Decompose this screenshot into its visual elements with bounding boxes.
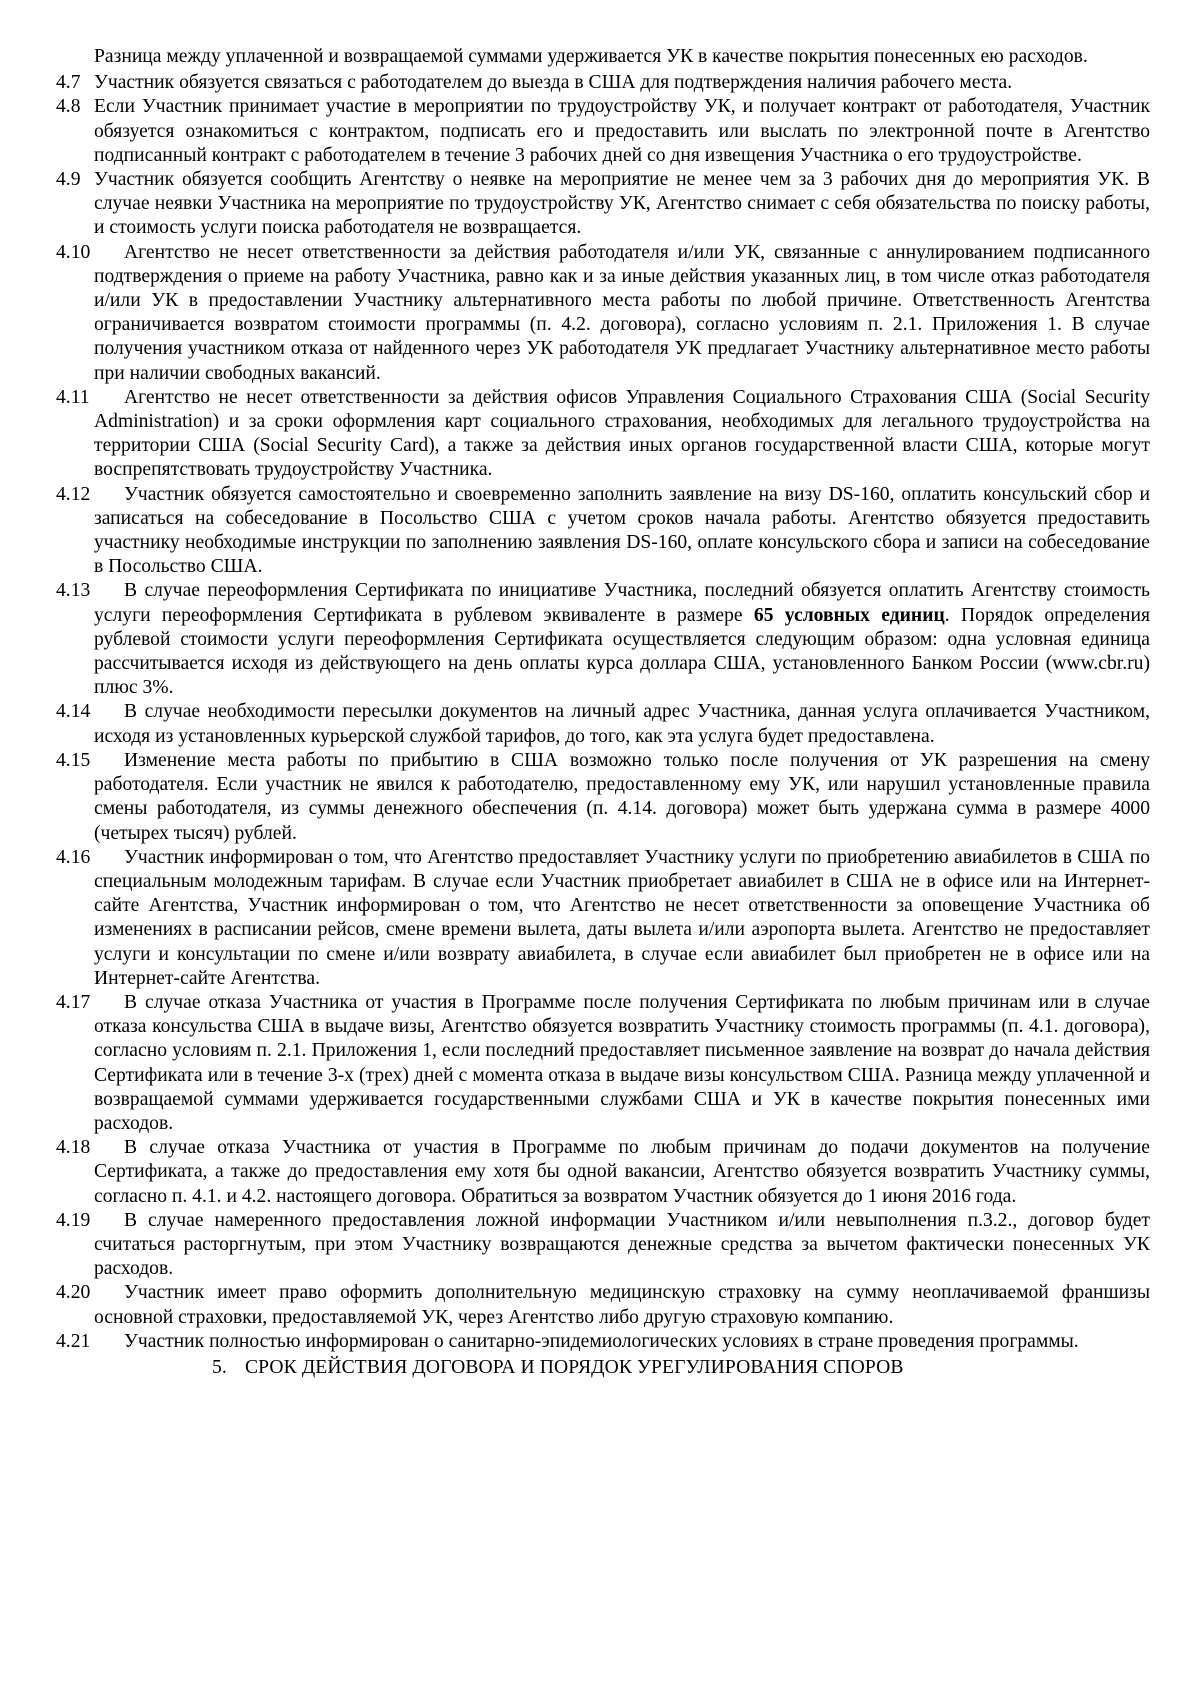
clause-text-part: В случае переоформления Сертификата по инициативе Участника, последний обязуется оплатить Агентству стоимость услуги переоформления Сертификата в рублевом эквиваленте в размере: [94, 580, 1150, 626]
clause-text: Участник информирован о том, что Агентство предоставляет Участнику услуги по приобретению авиабилетов в США по специальным молодежным тарифам. В случае если Участник приобретает авиабилет в США не в офисе или на Интернет-сайте Агентства, Участник информирован о том, что Агентство не несет ответственности за оповещение Участника об изменениях в расписании рейсов, смене времени вылета, даты вылета и/или аэропорта вылета. Агентство не предоставляет услуги и консультации по смене и/или возврату авиабилета, в случае если авиабилет был приобретен не в офисе или на Интернет-сайте Агентства.: [94, 846, 1150, 989]
clause-4-9: [56, 168, 1150, 241]
clause-text: Участник обязуется самостоятельно и своевременно заполнить заявление на визу DS-160, оплатить консульский сбор и записаться на собеседование в Посольство США с учетом сроков начала работы. Агентство обязуется предоставить участнику необходимые инструкции по заполнению заявления DS-160, оплате консульского сбора и записи на собеседование в Посольство США.: [94, 483, 1150, 578]
clause-number: 4.20: [56, 1282, 91, 1304]
clause-number: 4.12: [56, 483, 91, 505]
clause-text: Участник обязуется связаться с работодателем до выезда в США для подтверждения наличия рабочего места.: [94, 72, 1013, 94]
clause-4-12: [56, 483, 1150, 580]
clause-text: Агентство не несет ответственности за действия офисов Управления Социального Страхования США (Social Security Administration) и за сроки оформления карт социального страхования, необходимых для легального трудоустройства на территории США (Social Security Card), а также за действия иных органов государственной власти США, которые могут воспрепятствовать трудоустройству Участника.: [94, 386, 1150, 481]
clause-text-part: . Порядок определения рублевой стоимости услуги переоформления Сертификата осуществляется следующим образом: одна условная единица рассчитывается исходя из действующего на день оплаты курса доллара США, установленного Банком России (www.cbr.ru) плюс 3%.: [94, 604, 1150, 699]
clause-number: 4.14: [56, 701, 91, 723]
clause-number: 4.10: [56, 241, 91, 263]
clause-text: В случае намеренного предоставления ложной информации Участником и/или невыполнения п.3.2., договор будет считаться расторгнутым, при этом Участнику возвращаются денежные средства за вычетом фактически понесенных УК расходов.: [94, 1209, 1150, 1280]
clause-number: 4.16: [56, 846, 91, 868]
clause-4-16: [56, 846, 1150, 991]
clause-4-21: [56, 1330, 1150, 1354]
clause-number: 4.13: [56, 580, 91, 602]
clause-text-bold: 65 условных единиц: [753, 604, 945, 626]
clause-text: Агентство не несет ответственности за действия работодателя и/или УК, связанные с аннулированием подписанного подтверждения о приеме на работу Участника, равно как и за иные действия указанных лиц, в том числе отказ работодателя и/или УК в предоставлении Участнику альтернативного места работы по любой причине. Ответственность Агентства ограничивается возвратом стоимости программы (п. 4.2. договора), согласно условиям п. 2.1. Приложения 1. В случае получения участником отказа от найденного через УК работодателя УК предлагает Участнику альтернативное место работы при наличии свободных вакансий.: [94, 241, 1150, 384]
clause-number: 4.8: [56, 96, 81, 118]
clause-4-13: [56, 579, 1150, 700]
clause-text: [94, 579, 1150, 700]
clause-4-20: [56, 1281, 1150, 1329]
clause-text: В случае отказа Участника от участия в Программе по любым причинам до подачи документов на получение Сертификата, а также до предоставления ему хотя бы одной вакансии, Агентство обязуется возвратить Участнику суммы, согласно п. 4.1. и 4.2. настоящего договора. Обратиться за возвратом Участник обязуется до 1 июня 2016 года.: [94, 1137, 1150, 1207]
clause-number: 4.17: [56, 991, 91, 1013]
clause-4-10: [56, 241, 1150, 386]
clause-text: Участник обязуется сообщить Агентству о неявке на мероприятие не менее чем за 3 рабочих дня до мероприятия УК. В случае неявки Участника на мероприятие по трудоустройству УК, Агентство снимает с себя обязательства по поиску работы, и стоимость услуги поиска работодателя не возвращается.: [94, 169, 1150, 239]
clause-4-11: [56, 386, 1150, 483]
clause-4-15: [56, 749, 1150, 846]
clause-number: 4.19: [56, 1209, 91, 1231]
clause-4-14: [56, 700, 1150, 748]
clause-number: 4.9: [56, 169, 81, 191]
clause-4-17: [56, 991, 1150, 1136]
section-title: СРОК ДЕЙСТВИЯ ДОГОВОРА И ПОРЯДОК УРЕГУЛИРОВАНИЯ СПОРОВ: [245, 1356, 904, 1378]
clause-text: Участник имеет право оформить дополнительную медицинскую страховку на сумму неоплачиваемой франшизы основной страховки, предоставляемой УК, через Агентство либо другую страховую компанию.: [94, 1282, 1150, 1328]
clause-4-7: [56, 71, 1150, 95]
clause-4-18: [56, 1136, 1150, 1209]
clause-number: 4.7: [56, 72, 81, 94]
clause-text: Если Участник принимает участие в мероприятии по трудоустройству УК, и получает контракт от работодателя, Участник обязуется ознакомиться с контрактом, подписать его и предоставить или выслать по электронной почте в Агентство подписанный контракт с работодателем в течение 3 рабочих дней со дня извещения Участника о его трудоустройстве.: [94, 96, 1150, 166]
clause-number: 4.21: [56, 1330, 91, 1352]
clause-text: В случае необходимости пересылки документов на личный адрес Участника, данная услуга оплачивается Участником, исходя из установленных курьерской службой тарифов, до того, как эта услуга будет предоставлена.: [94, 701, 1150, 747]
clause-number: 4.11: [56, 386, 90, 408]
clause-number: 4.18: [56, 1137, 91, 1159]
clause-4-8: [56, 95, 1150, 168]
clause-number: 4.15: [56, 749, 91, 771]
section-number: 5.: [212, 1356, 227, 1378]
clause-text: В случае отказа Участника от участия в Программе после получения Сертификата по любым причинам или в случае отказа консульства США в выдаче визы, Агентство обязуется возвратить Участнику стоимость программы (п. 4.1. договора), согласно условиям п. 2.1. Приложения 1, если последний предоставляет письменное заявление на возврат до начала действия Сертификата или в течение 3-х (трех) дней с момента отказа в выдаче визы консульством США. Разница между уплаченной и возвращаемой суммами удерживается государственными службами США и УК в качестве покрытия понесенных ими расходов.: [94, 991, 1150, 1134]
section-heading: [56, 1356, 1150, 1380]
clause-4-19: [56, 1209, 1150, 1282]
clause-text: Участник полностью информирован о санитарно-эпидемиологических условиях в стране проведения программы.: [124, 1330, 1079, 1352]
clause-text: Изменение места работы по прибытию в США возможно только после получения от УК разрешения на смену работодателя. Если участник не явился к работодателю, предоставленному ему УК, или нарушил установленные правила смены работодателя, из суммы денежного обеспечения (п. 4.14. договора) может быть удержана сумма в размере 4000 (четырех тысяч) рублей.: [94, 749, 1150, 844]
lead-paragraph: Разница между уплаченной и возвращаемой суммами удерживается УК в качестве покрытия понесенных ею расходов.: [94, 46, 1088, 67]
